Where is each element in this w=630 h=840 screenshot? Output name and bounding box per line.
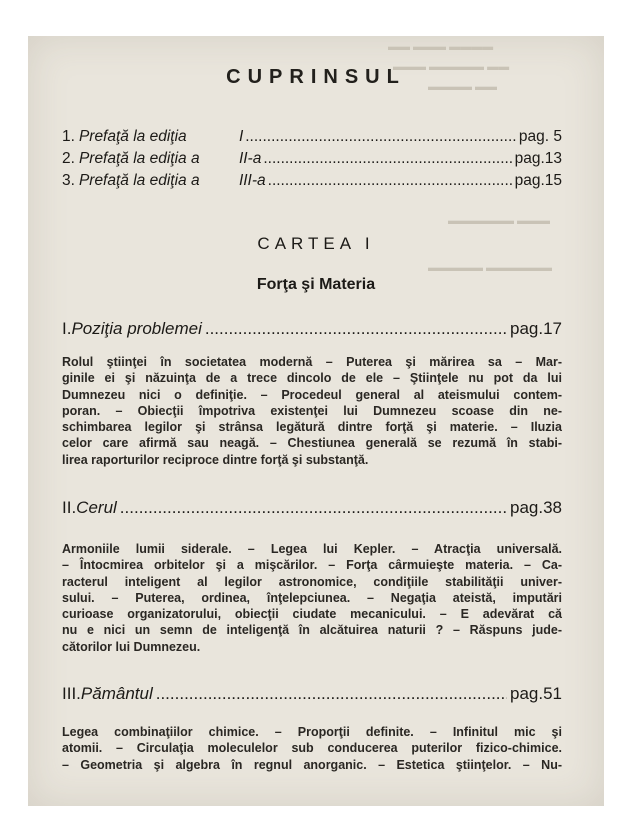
bleed-through-text: ▬▬▬▬ ▬▬ (428, 81, 498, 93)
book-subtitle: Forţa şi Materia (256, 276, 376, 293)
leader-dots (263, 150, 512, 168)
preface-entry: 1. Prefaţă la ediţia I ..... pag. 5 (62, 128, 562, 146)
chapter-summary: Armoniile lumii siderale. – Legea lui Kepler. – Atracţia universală. – Întocmirea orbitelor şi a mişcărilor. – Forţa cârmuieşte materia. – Ca- racterul inteligent al legilor astronomice, condiţiile stabilităţii univer- sului. – Puterea, ordinea, înţelepciunea. – Negaţia ateistă, imputări curioase organizatorului, obiecţii ciudate mecanicului. – E adevărat că nu e nici un semn de inteligenţă în alcătuirea naturii ? – Răspuns jude- cătorilor lui Dumnezeu. (62, 542, 562, 654)
chapter-heading: III. Pământul ..... pag.51 (62, 684, 562, 704)
chapter-summary: Rolul ştiinţei în societatea modernă – Puterea şi mărirea sa – Mar- ginile ei şi năzuinţa de a trece dincolo de ele – Ştiinţele nu pot da lui Dumnezeu nici o definiţie. – Procedeul general al ateismului contem- poran. – Obiecţii împotriva existenţei lui Dumnezeu scoase din ne- schimbarea legilor şi strânsa legătură dintre forţă şi materie. – Iluzia celor care afirmă sau neagă. – Chestiunea generală se rezumă în stabi- lirea raporturilor reciproce dintre forţă şi substanţă. (62, 355, 562, 467)
leader-dots (156, 684, 507, 704)
chapter-summary: Legea combinaţiilor chimice. – Proporţii definite. – Infinitul mic şi atomii. – Circulaţia moleculelor sub conducerea puterilor fizico-chimice. – Geometria şi algebra în regnul anorganic. – Estetica ştiinţelor. – Nu- (62, 725, 562, 772)
leader-dots (205, 319, 507, 339)
bleed-through-text: ▬▬▬ ▬▬▬▬▬ ▬▬ (393, 61, 510, 73)
leader-dots (268, 172, 513, 190)
chapter-heading: II. Cerul ..... pag.38 (62, 498, 562, 518)
bleed-through-text: ▬▬▬▬▬ ▬▬▬▬▬▬ (428, 262, 553, 274)
preface-entry: 2. Prefaţă la ediţia a II-a ..... pag.13 (62, 150, 562, 168)
page-title: CUPRINSUL (226, 66, 406, 88)
book-heading: CARTEA I (257, 234, 375, 253)
preface-entry: 3. Prefaţă la ediţia a III-a ..... pag.15 (62, 172, 562, 190)
book-page (28, 36, 604, 806)
leader-dots (120, 498, 507, 518)
bleed-through-text: ▬▬ ▬▬▬ ▬▬▬▬ (388, 41, 494, 53)
leader-dots (245, 128, 517, 146)
chapter-heading: I. Poziţia problemei ..... pag.17 (62, 319, 562, 339)
bleed-through-text: ▬▬▬▬▬▬ ▬▬▬ (448, 215, 551, 227)
